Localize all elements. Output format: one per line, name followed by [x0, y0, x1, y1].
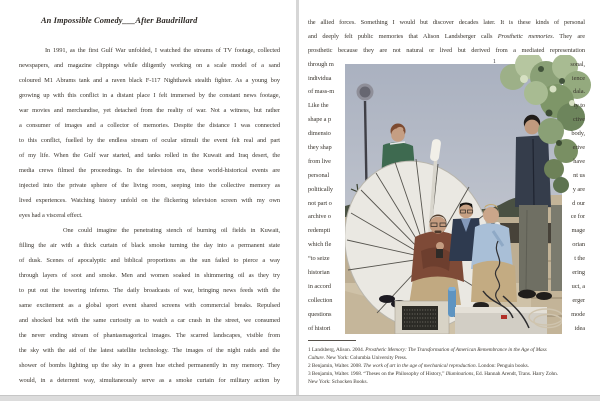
footnotes	[308, 347, 585, 386]
text-fragment-left: shape a p	[308, 116, 332, 124]
text-fragment-right: erive	[572, 144, 585, 152]
text-segment: prosthetic because they are not natural or lived but derived from a mediated representation	[308, 46, 585, 54]
text-line	[308, 280, 585, 294]
text-fragment-right: mode	[571, 310, 585, 318]
text-line	[308, 371, 585, 379]
text-fragment-right: idea	[574, 324, 585, 332]
text-line	[308, 16, 585, 30]
text-fragment-right: have	[573, 157, 585, 165]
text-fragment-left: redempti	[308, 227, 331, 235]
footnote-marker: 1	[493, 59, 496, 65]
text-line	[308, 210, 585, 224]
text-fragment-left: which fle	[308, 241, 332, 249]
text-fragment-right: mage	[571, 227, 585, 235]
text-fragment-left: they shap	[308, 144, 332, 152]
text-segment: 2 Benjamin, Walter. 2008.	[308, 363, 364, 370]
text-line: injected into the private sphere of the living room, seeping into the collective memory as	[19, 182, 280, 189]
text-line: and shocked but with the same curiosity as to watch a car crash in the street, we consumed	[19, 317, 280, 324]
right-page	[308, 16, 585, 387]
text-line	[308, 238, 585, 252]
viewer-bottom-edge	[0, 395, 600, 401]
text-line	[308, 379, 585, 387]
text-line: coloured M1 Abrams tank and a raven black F-117 Nighthawk stealth fighter. As a young boy	[19, 77, 280, 84]
text-fragment-left: “to seize	[308, 255, 330, 263]
text-segment: Illuminations	[445, 371, 474, 378]
text-segment: and deeply felt public memories that Alison Landsberger calls	[308, 32, 498, 40]
text-fragment-right: ctive	[572, 116, 585, 124]
text-fragment-right: uct, a	[571, 282, 585, 290]
text-line: the never ending stream of phantasmagorical images. The scarred landscapes, visible from	[19, 332, 280, 339]
text-fragment-left: through m	[308, 60, 334, 68]
text-fragment-right: y are	[572, 185, 585, 193]
text-fragment-right: orian	[572, 241, 585, 249]
text-segment: , Ed. Hannah Arendt, Trans. Harry Zohn.	[473, 371, 559, 378]
text-fragment-left: from live	[308, 157, 331, 165]
paragraph-2	[19, 223, 280, 388]
text-line: lived experiences. Watching history unfold on the flickering television screen with my own	[19, 197, 280, 204]
text-line: media crews filmed the proceedings. In the television era, these world-historical events are	[19, 167, 280, 174]
text-fragment-right: erger	[572, 296, 585, 304]
text-line: newspapers, and magazine clippings while diligently working on a scale model of a sand	[19, 62, 280, 69]
text-line: would, in a deterrent way, simultaneously serve as a smoke curtain for military action by	[19, 377, 280, 384]
text-line: a consumer of images and a collector of memories. Despite the distance I was connected	[19, 122, 280, 129]
text-line: war movies and merchandise, yet detached from the reality of war. Not a witness, but rather	[19, 107, 280, 114]
text-line	[308, 266, 585, 280]
text-line: eyes had a visceral effect.	[19, 212, 83, 219]
text-line	[308, 99, 585, 113]
text-segment: Prosthetic Memory: The Transformation of American Remembrance in the Age of Mass	[365, 347, 547, 354]
text-fragment-left: politically	[308, 185, 334, 193]
text-line	[308, 85, 585, 99]
text-line	[308, 355, 585, 363]
text-segment: New York: Schocken Books.	[308, 379, 368, 386]
text-fragment-right: ce for	[570, 213, 585, 221]
text-fragment-right: ty to	[573, 102, 585, 110]
text-line	[308, 44, 585, 58]
text-line: growing up with this conflict in a distant place I felt immersed by the constant news footage,	[19, 92, 280, 99]
text-line: shower of bombs lighting up the sky in a green hue etched permanently in my memory. They	[19, 362, 280, 369]
text-fragment-left: not part o	[308, 199, 332, 207]
text-line: same excitement as a global sport event shared screens with commercial breaks. Repulsed	[19, 302, 280, 309]
text-fragment-left: archive o	[308, 213, 331, 221]
text-line	[308, 347, 585, 355]
text-segment: 3 Benjamin, Walter. 1968. “Theses on the Philosophy of History,”	[308, 371, 446, 378]
text-line	[308, 294, 585, 308]
text-fragment-left: personal	[308, 171, 330, 179]
text-fragment-right: ering	[572, 269, 585, 277]
text-fragment-left: of histori	[308, 324, 331, 332]
text-segment: Prosthetic memories	[497, 32, 553, 40]
text-fragment-right: ience	[571, 74, 585, 82]
text-fragment-left: Like the	[308, 102, 329, 110]
text-segment: . London: Penguin books.	[475, 363, 529, 370]
text-line	[308, 169, 585, 183]
text-line: In 1991, as the first Gulf War unfolded, I watched the streams of TV footage, collected	[45, 47, 280, 54]
text-fragment-right: body,	[571, 130, 585, 138]
text-line	[308, 30, 585, 44]
page-title: An Impossible Comedy___After Baudrillard	[41, 16, 198, 25]
text-line: to this conflict, fuelled by the endless stream of ocular stimuli the event felt real and part	[19, 137, 280, 144]
text-line	[308, 252, 585, 266]
text-line: of dusk. Scenes of apocalyptic and biblical proportions as the sun failed to pierce a way	[19, 257, 280, 264]
text-fragment-left: in accord	[308, 282, 331, 290]
text-segment: . New York: Columbia University Press.	[323, 355, 408, 362]
text-fragment-left: dimensio	[308, 130, 331, 138]
right-page-wrapped-lines	[308, 58, 585, 336]
text-fragment-left: of mass-m	[308, 88, 335, 96]
text-fragment-left: collection	[308, 296, 333, 304]
text-fragment-right: dala.	[573, 88, 585, 96]
text-line: One could imagine the penetrating stench of burning oil fields in Kuwait,	[63, 227, 280, 234]
left-page	[19, 16, 280, 388]
text-line: to put out the towering inferno. The daily broadcasts of war, bringing news feeds with the	[19, 287, 280, 294]
text-line	[308, 224, 585, 238]
paragraph-1	[19, 43, 280, 223]
text-line: of my life. When the Gulf war started, and tanks rolled in the Kuwait and Iraq desert, the	[19, 152, 280, 159]
text-fragment-right: nt us	[573, 171, 585, 179]
text-line	[308, 197, 585, 211]
text-line	[308, 113, 585, 127]
text-fragment-left: historian	[308, 269, 330, 277]
text-line	[308, 308, 585, 322]
text-fragment-right: sonal,	[570, 60, 585, 68]
text-fragment-right: d our	[572, 199, 585, 207]
text-segment: The work of art in the age of mechanical reproduction	[363, 363, 476, 370]
footnote-separator	[308, 340, 356, 341]
text-fragment-left: questions	[308, 310, 332, 318]
text-line	[308, 127, 585, 141]
text-segment: 1 Landsberg, Alison. 2004.	[308, 347, 366, 354]
text-line	[308, 141, 585, 155]
right-page-full-lines	[308, 16, 585, 58]
text-line	[308, 155, 585, 169]
text-fragment-right: t the	[574, 255, 585, 263]
text-line: the sky with the aid of the latest satellite technology. The images of the night raids and the	[19, 347, 280, 354]
text-line: filling the air with a thick curtain of black smoke turning the day into a permanent state	[19, 242, 280, 249]
page-gutter	[296, 0, 299, 400]
text-fragment-left: individua	[308, 74, 332, 82]
text-segment: Culture	[308, 355, 324, 362]
text-line	[308, 58, 585, 72]
text-line	[308, 72, 585, 86]
text-segment: the allied forces. Something I would but discover decades later. It is these kinds of personal	[308, 19, 585, 26]
text-line	[308, 183, 585, 197]
text-segment: . They are	[552, 32, 585, 40]
text-line: through layers of soot and smoke. Men and women soaked in shimmering oil as they try	[19, 272, 280, 279]
text-line	[308, 363, 585, 371]
text-line	[308, 322, 585, 336]
